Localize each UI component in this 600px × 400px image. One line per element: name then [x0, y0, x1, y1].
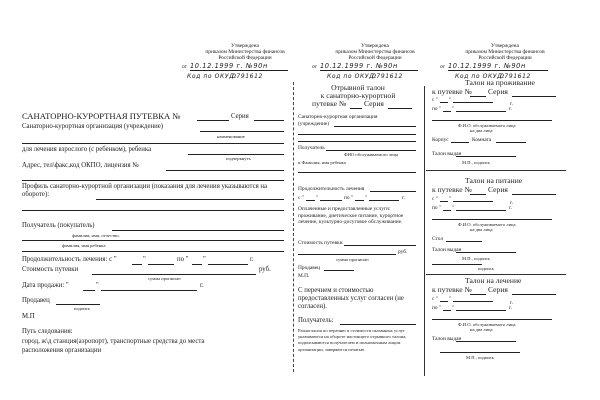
main-duration-label: Продолжительность лечения: с ": [22, 256, 117, 263]
coupon3-title: Талон на лечение: [465, 276, 522, 285]
coupon2-sign: подпись: [478, 266, 495, 271]
main-adult-label: для лечения взрослого (с ребенком), ребенка: [22, 146, 152, 153]
stub-cost-label: Стоимость путевки: [298, 240, 343, 246]
stub-date-q1: ": [316, 195, 319, 201]
coupon1-komnata: Комната: [472, 137, 492, 143]
approval-line2: приказом Министерства финансов: [335, 49, 415, 55]
coupon2-fio-hint: Ф.И.О. обслуживаемого лица: [458, 222, 516, 227]
approval-date-prefix: от: [182, 64, 187, 70]
main-sale-q: ": [96, 282, 99, 289]
main-title: САНАТОРНО-КУРОРТНАЯ ПУТЕВКА №: [22, 111, 181, 121]
coupon2-mp-sign: М.П., подпись: [462, 256, 491, 261]
coupon3-series: Серия: [488, 285, 508, 294]
stub-series: Серия: [364, 99, 384, 108]
stub-recipient2-label: Получатель:: [298, 317, 334, 324]
stub-services-label: Оплаченные и предоставленные услуги:: [298, 206, 391, 212]
coupon1-date-q1: ": [449, 97, 452, 103]
main-mp: М.П: [22, 313, 35, 320]
stub-title3: путевке №: [312, 99, 347, 108]
approval-line1: Утверждена: [361, 43, 389, 49]
main-sale-label: Дата продажи: ": [22, 282, 69, 289]
approval-date-value: 10.12.1999 г. №90н: [448, 62, 526, 70]
main-route-label: Путь следования:: [22, 328, 73, 335]
coupon3-date-c: с ": [432, 296, 438, 302]
coupon1-title: Талон на проживание: [465, 78, 535, 87]
stub-recipient-label: Получатель: [298, 145, 325, 151]
main-route-text2: расположения организации: [22, 347, 102, 354]
stub-org-sub: (учреждение): [298, 121, 330, 127]
approval-code-prefix: Код по ОКУД:: [455, 73, 506, 80]
coupon1-fio-hint: Ф.И.О. обслуживаемого лица: [458, 123, 516, 128]
coupon2-date-po: по ": [432, 205, 442, 211]
main-sale-g: г.: [200, 282, 204, 289]
coupon2-date-c: с ": [432, 196, 438, 202]
approval-date-value: 10.12.1999 г. №90н: [190, 62, 268, 70]
approval-line2: приказом Министерства финансов: [465, 49, 545, 55]
stub-agree-text: С перечнем и стоимостью предоставленных услуг согласен (не согласен).: [298, 287, 404, 310]
coupon1-korpus: Корпус: [432, 137, 449, 143]
coupon3-date-g1: г.: [510, 300, 513, 306]
coupon3-to-voucher: к путевке №: [432, 285, 472, 294]
stub-date-c: с ": [298, 195, 304, 201]
main-recipient-hint1: фамилия, имя, отчество,: [72, 233, 120, 238]
stub-title1: Отрывной талон: [331, 83, 385, 92]
coupon3-date-q1: ": [449, 296, 452, 302]
coupon3-date-q2: ": [452, 305, 455, 311]
stub-seller-label: Продавец: [298, 265, 321, 271]
coupon1-to-voucher: к путевке №: [432, 87, 472, 96]
coupon1-date-c: с ": [432, 97, 438, 103]
stub-date-g: г.: [402, 195, 405, 201]
stub-mp: М.П.: [298, 273, 310, 279]
tear-line-left: [293, 82, 294, 372]
stub-cost-hint: сумма прописью: [336, 257, 369, 262]
approval-code-value: 0791612: [500, 73, 531, 80]
coupon3-date-hint: на два лица: [470, 327, 493, 332]
approval-code-value: 0791612: [372, 73, 403, 80]
coupon2-series: Серия: [488, 185, 508, 194]
stub-org-label: Санаторно-курортная организация: [298, 114, 378, 120]
approval-line3: Российской Федерации: [478, 55, 532, 61]
stub-fio-hint: ФИО обслуживаемого лица: [344, 152, 399, 157]
coupon2-date-hint: на два лица: [470, 227, 493, 232]
approval-line1: Утверждена: [231, 43, 259, 49]
coupon1-date-q2: ": [452, 106, 455, 112]
approval-date-prefix: от: [312, 64, 317, 70]
coupon1-series: Серия: [488, 87, 508, 96]
main-cost-rub: руб.: [259, 266, 271, 273]
coupon2-title: Талон на питание: [465, 176, 523, 185]
approval-code-prefix: Код по ОКУД:: [187, 73, 238, 80]
stub-note-text: Разногласия по перечню и стоимости оказанных услуг указываются на обороте настоящего отрывного талона, подписываются получателем и полномочным лицом организации, заверяются печатью: [298, 328, 407, 352]
coupon1-date-g1: г.: [510, 101, 513, 107]
main-address-label: Адрес, тел\факс,код ОКПО, лицензия №: [22, 162, 139, 169]
main-seller-label: Продавец: [22, 297, 50, 304]
main-recipient-hint2: фамилия, имя ребенка: [62, 243, 106, 248]
approval-line2: приказом Министерства финансов: [205, 49, 285, 55]
coupon2-to-voucher: к путевке №: [432, 185, 472, 194]
main-profile-label: Профиль санаторно-курортной организации (показания для лечения указываются на обороте):: [22, 183, 268, 198]
coupon3-issued: Талон выдан: [432, 336, 462, 342]
coupon2-stol: Стол: [432, 236, 444, 242]
coupon2-date-q1: ": [449, 196, 452, 202]
stub-cost-rub: руб.: [398, 249, 408, 255]
main-org-hint: наименование: [217, 134, 245, 139]
approval-line1: Утверждена: [491, 43, 519, 49]
coupon1-date-po: по ": [432, 106, 442, 112]
coupon3-mp-sign: М.П., подпись: [466, 355, 495, 360]
approval-code-prefix: Код по ОКУД:: [327, 73, 378, 80]
coupon3-date-g2: г.: [509, 305, 512, 311]
main-series: Серия: [231, 113, 249, 120]
main-duration-po: по ": [177, 256, 189, 263]
coupon1-mp-sign: М.П., подпись: [462, 160, 491, 165]
main-recipient-label: Получатель (покупатель): [22, 222, 95, 229]
main-duration-q2: ": [203, 256, 206, 263]
stub-date-po: по ": [344, 195, 354, 201]
divider-right: [424, 86, 425, 376]
coupon3-date-po: по ": [432, 305, 442, 311]
approval-line3: Российской Федерации: [348, 55, 402, 61]
stub-date-q2: ": [365, 195, 368, 201]
approval-line3: Российской Федерации: [218, 55, 272, 61]
coupon2-issued: Талон выдан: [432, 247, 462, 253]
stub-services-text: проживание, диетическое питание, курортное лечение, культурно-досуговое обслуживание.: [298, 213, 404, 225]
main-cost-hint: сумма прописью: [148, 276, 181, 281]
main-route-text1: город, ж\д станция(аэропорт), транспортные средства до места: [22, 338, 205, 345]
approval-date-prefix: от: [440, 64, 445, 70]
approval-date-value: 10.12.1999 г. №90н: [320, 62, 398, 70]
stub-title2: к санаторно-курортной: [320, 91, 396, 100]
approval-code-value: 0791612: [232, 73, 263, 80]
coupon1-issued: Талон выдан: [432, 151, 462, 157]
stub-child-hint: и Фамилия, имя ребенка: [298, 160, 346, 165]
main-duration-g: г.: [250, 256, 254, 263]
main-org-label: Санаторно-курортная организация (учреждение): [22, 123, 164, 130]
coupon2-date-g2: г.: [509, 205, 512, 211]
coupon1-date-g2: г.: [509, 106, 512, 112]
stub-duration-label: Продолжительность лечения: [298, 186, 365, 192]
main-cost-label: Стоимость путевки: [22, 266, 79, 273]
main-adult-hint: подчеркнуть: [226, 156, 251, 161]
coupon1-date-hint: на два лица: [470, 128, 493, 133]
main-duration-q1: ": [143, 256, 146, 263]
coupon3-fio-hint: Ф.И.О. обслуживаемого лица: [458, 322, 516, 327]
main-seller-hint: подпись: [74, 306, 91, 311]
coupon2-date-g1: г.: [510, 200, 513, 206]
coupon2-date-q2: ": [452, 205, 455, 211]
